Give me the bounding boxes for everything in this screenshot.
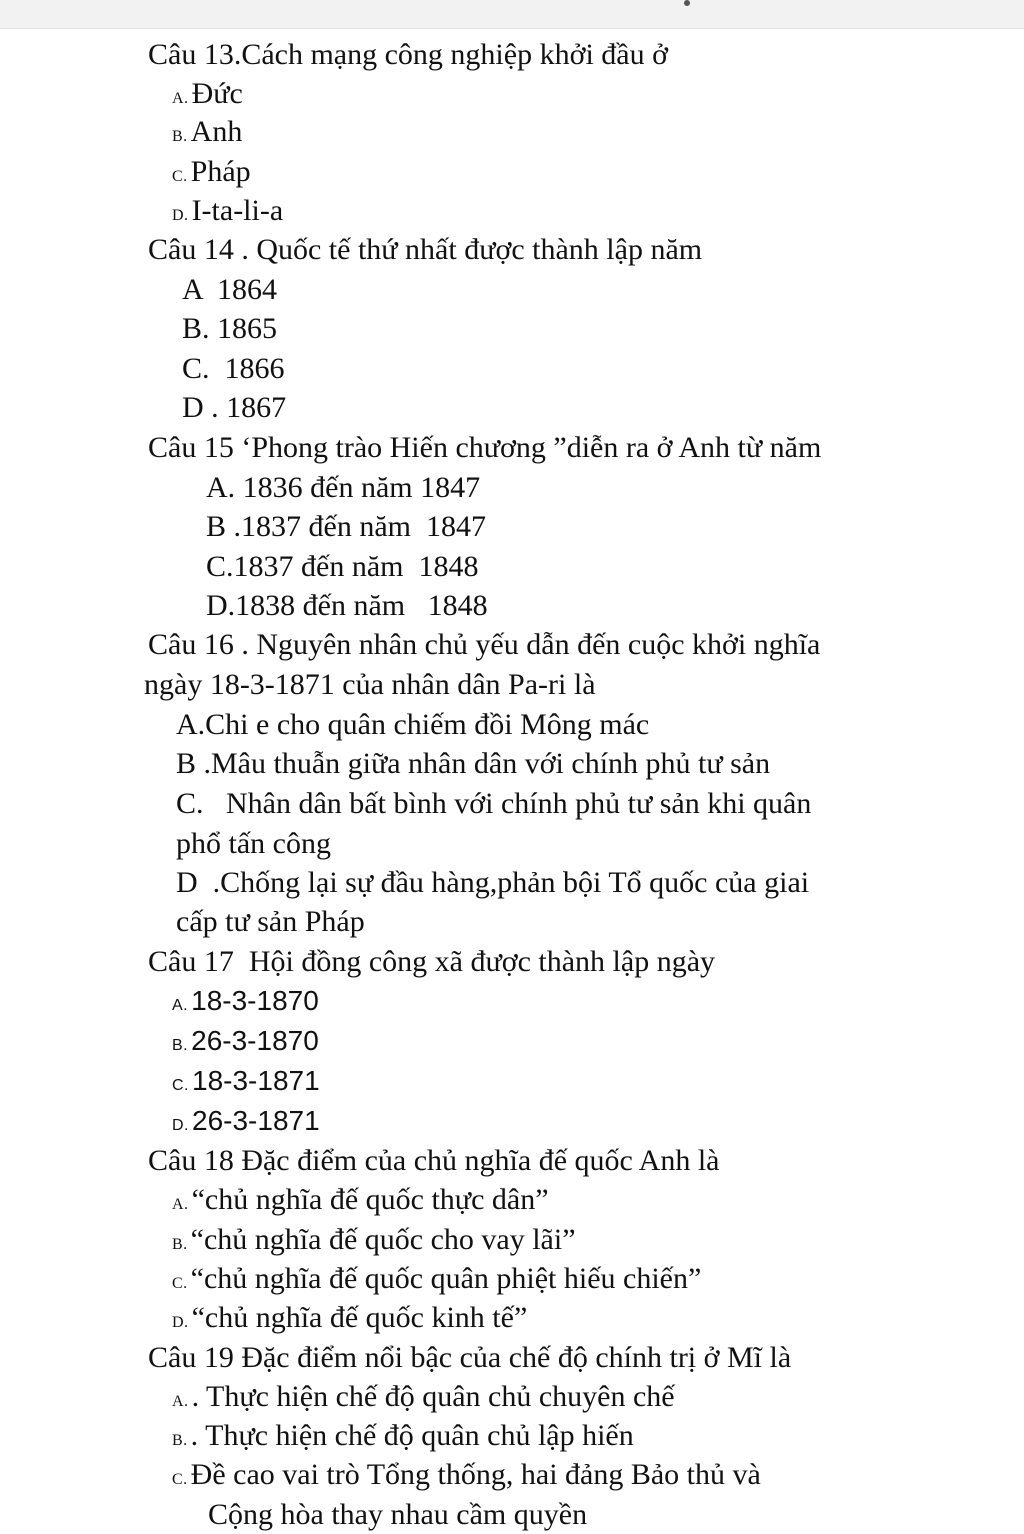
q13-option-a[interactable]: A. Đức <box>172 77 243 110</box>
q15-option-c[interactable]: C.1837 đến năm 1848 <box>206 550 479 583</box>
q19-option-c-line2: Cộng hòa thay nhau cầm quyền <box>208 1498 588 1531</box>
q13-option-c[interactable]: C. Pháp <box>172 155 251 188</box>
q18-option-d[interactable]: D. “chủ nghĩa đế quốc kinh tế” <box>172 1301 528 1334</box>
q14-option-b[interactable]: B. 1865 <box>182 312 278 345</box>
q17-option-a[interactable]: A. 18-3-1870 <box>172 985 319 1016</box>
q19-option-a[interactable]: A. . Thực hiện chế độ quân chủ chuyên chế <box>172 1380 675 1413</box>
q16-option-d-line1[interactable]: D .Chống lại sự đầu hàng,phản bội Tổ quốc của giai <box>176 866 810 899</box>
q16-option-a[interactable]: A.Chi e cho quân chiếm đồi Mông mác <box>176 708 650 741</box>
q18-option-a[interactable]: A. “chủ nghĩa đế quốc thực dân” <box>172 1183 549 1216</box>
question-13-stem: Câu 13.Cách mạng công nghiệp khởi đầu ở <box>148 38 668 71</box>
q16-option-c-line2: phổ tấn công <box>176 827 331 860</box>
q19-option-c-line1[interactable]: C. Đề cao vai trò Tổng thống, hai đảng Bảo thủ và <box>172 1458 761 1491</box>
question-14-stem: Câu 14 . Quốc tế thứ nhất được thành lập năm <box>148 233 703 266</box>
question-18-stem: Câu 18 Đặc điểm của chủ nghĩa đế quốc Anh là <box>148 1144 720 1177</box>
question-17-stem: Câu 17 Hội đồng công xã được thành lập ngày <box>148 945 716 978</box>
q16-option-c-line1[interactable]: C. Nhân dân bất bình với chính phủ tư sản khi quân <box>176 787 812 820</box>
q17-option-c[interactable]: C. 18-3-1871 <box>172 1065 320 1096</box>
q18-option-c[interactable]: C. “chủ nghĩa đế quốc quân phiệt hiếu chiến” <box>172 1262 702 1295</box>
question-19-stem: Câu 19 Đặc điểm nổi bậc của chế độ chính trị ở Mĩ là <box>148 1341 792 1374</box>
q15-option-b[interactable]: B .1837 đến năm 1847 <box>206 510 486 543</box>
q16-option-d-line2: cấp tư sản Pháp <box>176 905 365 938</box>
question-16-stem-line2: ngày 18-3-1871 của nhân dân Pa-ri là <box>144 668 596 701</box>
q14-option-a[interactable]: A 1864 <box>182 273 278 306</box>
q15-option-d[interactable]: D.1838 đến năm 1848 <box>206 589 488 622</box>
q14-option-c[interactable]: C. 1866 <box>182 352 285 385</box>
q18-option-b[interactable]: B. “chủ nghĩa đế quốc cho vay lãi” <box>172 1223 576 1256</box>
question-15-stem: Câu 15 ‘Phong trào Hiến chương ”diễn ra ở Anh từ năm <box>148 431 822 464</box>
q19-option-b[interactable]: B. . Thực hiện chế độ quân chủ lập hiến <box>172 1419 634 1452</box>
q17-option-d[interactable]: D. 26-3-1871 <box>172 1105 320 1136</box>
q13-option-d[interactable]: D. I-ta-li-a <box>172 194 284 227</box>
q17-option-b[interactable]: B. 26-3-1870 <box>172 1025 319 1056</box>
q14-option-d[interactable]: D . 1867 <box>182 391 287 424</box>
question-16-stem-line1: Câu 16 . Nguyên nhân chủ yếu dẫn đến cuộc khởi nghĩa <box>148 628 821 661</box>
q15-option-a[interactable]: A. 1836 đến năm 1847 <box>206 471 481 504</box>
top-status-bar <box>0 0 1024 29</box>
q13-option-b[interactable]: B. Anh <box>172 115 243 148</box>
q16-option-b[interactable]: B .Mâu thuẫn giữa nhân dân với chính phủ tư sản <box>176 747 771 780</box>
status-dot-icon <box>684 0 690 6</box>
